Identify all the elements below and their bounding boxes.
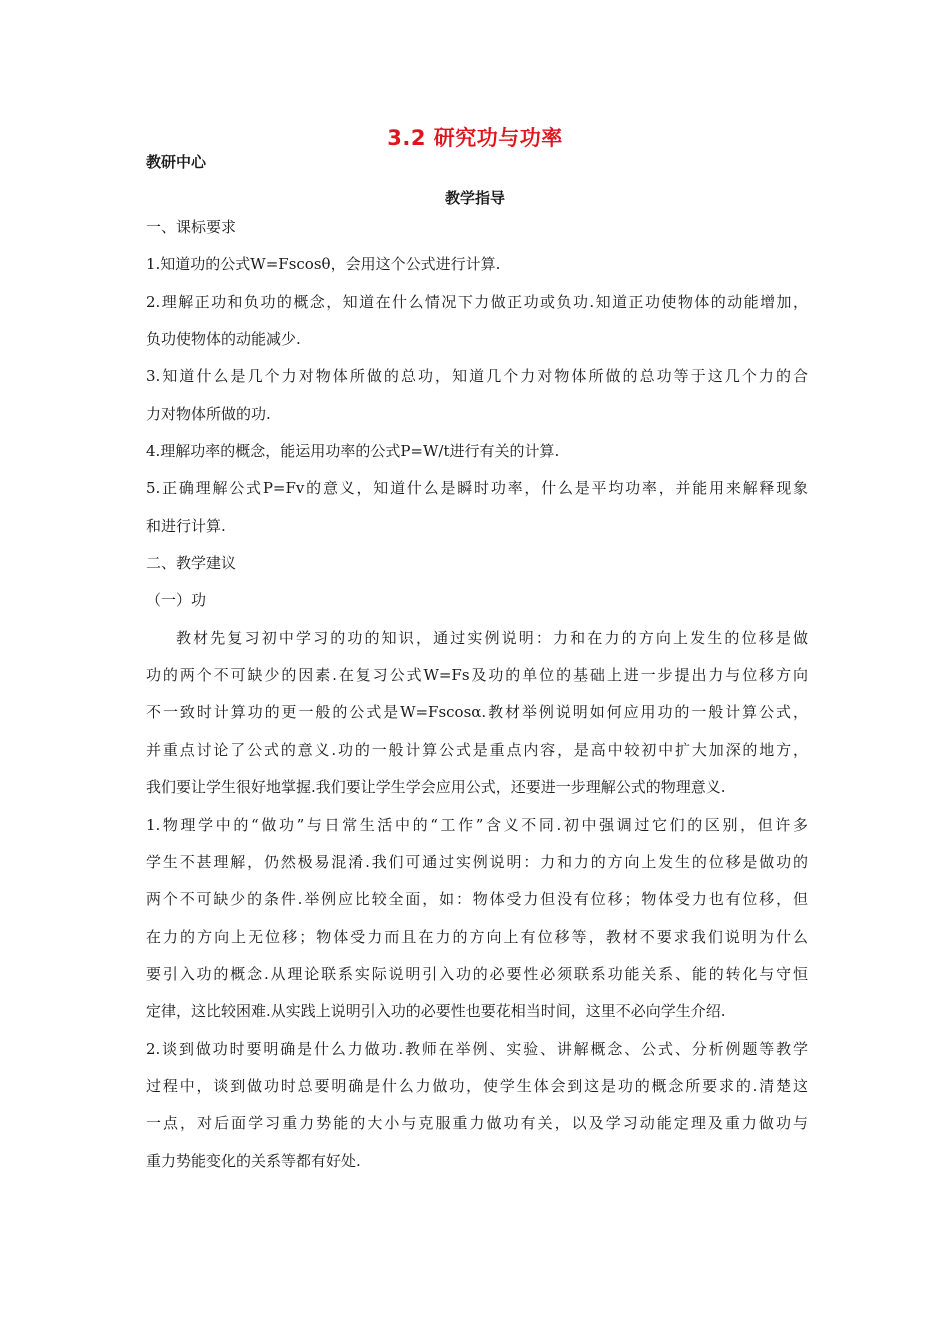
text-line: 二、教学建议: [146, 554, 237, 573]
text-line: 一、课标要求: [146, 218, 237, 236]
text-line: （一）功: [146, 591, 207, 610]
text-line: 4.理解功率的概念，能运用功率的公式P=W/t进行有关的计算.: [146, 442, 560, 461]
text-line: 定律，这比较困难.从实践上说明引入功的必要性也要花相当时间，这里不必向学生介绍.: [146, 1002, 726, 1021]
text-line: 要引入功的概念.从理论联系实际说明引入功的必要性必须联系功能关系、能的转化与守恒: [146, 964, 808, 983]
text-line: 不一致时计算功的更一般的公式是W=Fscosα.教材举例说明如何应用功的一般计算公式，: [146, 703, 808, 722]
text-line: 力对物体所做的功.: [146, 404, 271, 423]
document-author: 教研中心: [146, 153, 207, 171]
text-line: 重力势能变化的关系等都有好处.: [146, 1151, 361, 1170]
text-line: 过程中，谈到做功时总要明确是什么力做功，使学生体会到这是功的概念所要求的.清楚这: [146, 1076, 808, 1095]
document-title: 3.2 研究功与功率: [387, 126, 563, 150]
text-line: 功的两个不可缺少的因素.在复习公式W=Fs及功的单位的基础上进一步提出力与位移方向: [146, 666, 808, 685]
text-line: 1.物理学中的“做功”与日常生活中的“工作”含义不同.初中强调过它们的区别，但许多: [146, 815, 808, 834]
text-line: 在力的方向上无位移；物体受力而且在力的方向上有位移等，教材不要求我们说明为什么: [146, 927, 808, 946]
text-line: 两个不可缺少的条件.举例应比较全面，如：物体受力但没有位移；物体受力也有位移，但: [146, 890, 808, 909]
text-line: 2.理解正功和负功的概念，知道在什么情况下力做正功或负功.知道正功使物体的动能增加，: [146, 292, 808, 311]
text-line: 2.谈到做功时要明确是什么力做功.教师在举例、实验、讲解概念、公式、分析例题等教学: [146, 1039, 808, 1058]
text-line: 并重点讨论了公式的意义.功的一般计算公式是重点内容，是高中较初中扩大加深的地方，: [146, 740, 808, 759]
document-body: [146, 209, 808, 1180]
text-line: 负功使物体的动能减少.: [146, 330, 301, 349]
text-line: 学生不甚理解，仍然极易混淆.我们可通过实例说明：力和力的方向上发生的位移是做功的: [146, 852, 808, 871]
text-line: 一点，对后面学习重力势能的大小与克服重力做功有关，以及学习动能定理及重力做功与: [146, 1114, 808, 1133]
text-line: 和进行计算.: [146, 516, 226, 535]
text-line: 1.知道功的公式W=Fscosθ，会用这个公式进行计算.: [146, 255, 501, 274]
text-line: 5.正确理解公式P=Fv的意义，知道什么是瞬时功率，什么是平均功率，并能用来解释现象: [146, 479, 808, 498]
section-heading: 教学指导: [444, 189, 505, 207]
text-line: 3.知道什么是几个力对物体所做的总功，知道几个力对物体所做的总功等于这几个力的合: [146, 367, 808, 386]
text-line: 教材先复习初中学习的功的知识，通过实例说明：力和在力的方向上发生的位移是做: [176, 628, 808, 647]
text-line: 我们要让学生很好地掌握.我们要让学生学会应用公式，还要进一步理解公式的物理意义.: [146, 778, 726, 797]
